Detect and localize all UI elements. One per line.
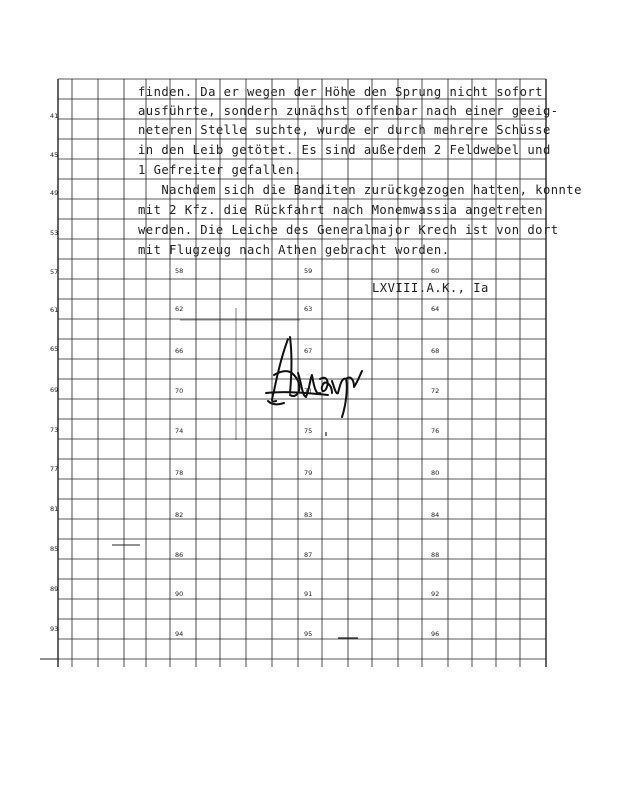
grid-cell-number: 68 (431, 347, 440, 355)
margin-row-number: 73 (50, 426, 59, 434)
typed-line: mit 2 Kfz. die Rückfahrt nach Monemwassia angetreten (138, 203, 543, 217)
grid-cell-number: 63 (304, 305, 313, 313)
grid-cell-number: 94 (175, 630, 184, 638)
grid-cell-number: 95 (304, 630, 313, 638)
margin-row-number: 41 (50, 112, 59, 120)
margin-row-number: 53 (50, 229, 59, 237)
typed-line: finden. Da er wegen der Höhe den Sprung nicht sofort (138, 85, 543, 99)
margin-row-number: 57 (50, 268, 59, 276)
margin-row-number: 77 (50, 465, 59, 473)
margin-row-number: 45 (50, 151, 59, 159)
typed-line: Nachdem sich die Banditen zurückgezogen hatten, konnte (138, 183, 582, 197)
grid-cell-number: 76 (431, 427, 440, 435)
grid-cell-number: 80 (431, 469, 440, 477)
grid-cell-number: 79 (304, 469, 313, 477)
margin-row-number: 89 (50, 585, 59, 593)
margin-row-number: 81 (50, 505, 59, 513)
handwritten-signature (262, 335, 374, 420)
grid-cell-number: 70 (175, 387, 184, 395)
typed-line: 1 Gefreiter gefallen. (138, 163, 302, 177)
grid-cell-number: 74 (175, 427, 184, 435)
grid-cell-number: 64 (431, 305, 440, 313)
typed-line: ausführte, sondern zunächst offenbar nach einer geeig- (138, 104, 559, 118)
typed-line: neteren Stelle suchte, wurde er durch mehrere Schüsse (138, 123, 551, 137)
grid-cell-number: 75 (304, 427, 313, 435)
grid-cell-number: 78 (175, 469, 184, 477)
typed-line: in den Leib getötet. Es sind außerdem 2 Feldwebel und (138, 143, 551, 157)
margin-row-number: 93 (50, 625, 59, 633)
grid-cell-number: 92 (431, 590, 440, 598)
grid-cell-number: 90 (175, 590, 184, 598)
grid-cell-number: 91 (304, 590, 313, 598)
grid-cell-number: 58 (175, 267, 184, 275)
grid-cell-number: 96 (431, 630, 440, 638)
grid-cell-number: 60 (431, 267, 440, 275)
grid-cell-number: 59 (304, 267, 313, 275)
sender-line: LXVIII.A.K., Ia (372, 281, 489, 295)
grid-cell-number: 82 (175, 511, 184, 519)
grid-cell-number: 84 (431, 511, 440, 519)
grid-cell-number: 62 (175, 305, 184, 313)
margin-row-number: 49 (50, 189, 59, 197)
grid-cell-number: 71 (304, 387, 313, 395)
grid-cell-number: 66 (175, 347, 184, 355)
margin-row-number: 61 (50, 306, 59, 314)
typed-line: werden. Die Leiche des Generalmajor Krech ist von dort (138, 223, 559, 237)
margin-row-number: 69 (50, 386, 59, 394)
grid-cell-number: 88 (431, 551, 440, 559)
margin-row-number: 85 (50, 545, 59, 553)
margin-row-number: 65 (50, 345, 59, 353)
grid-cell-number: 83 (304, 511, 313, 519)
grid-cell-number: 67 (304, 347, 313, 355)
grid-cell-number: 86 (175, 551, 184, 559)
grid-cell-number: 72 (431, 387, 440, 395)
typed-line: mit Flugzeug nach Athen gebracht worden. (138, 243, 450, 257)
grid-cell-number: 87 (304, 551, 313, 559)
